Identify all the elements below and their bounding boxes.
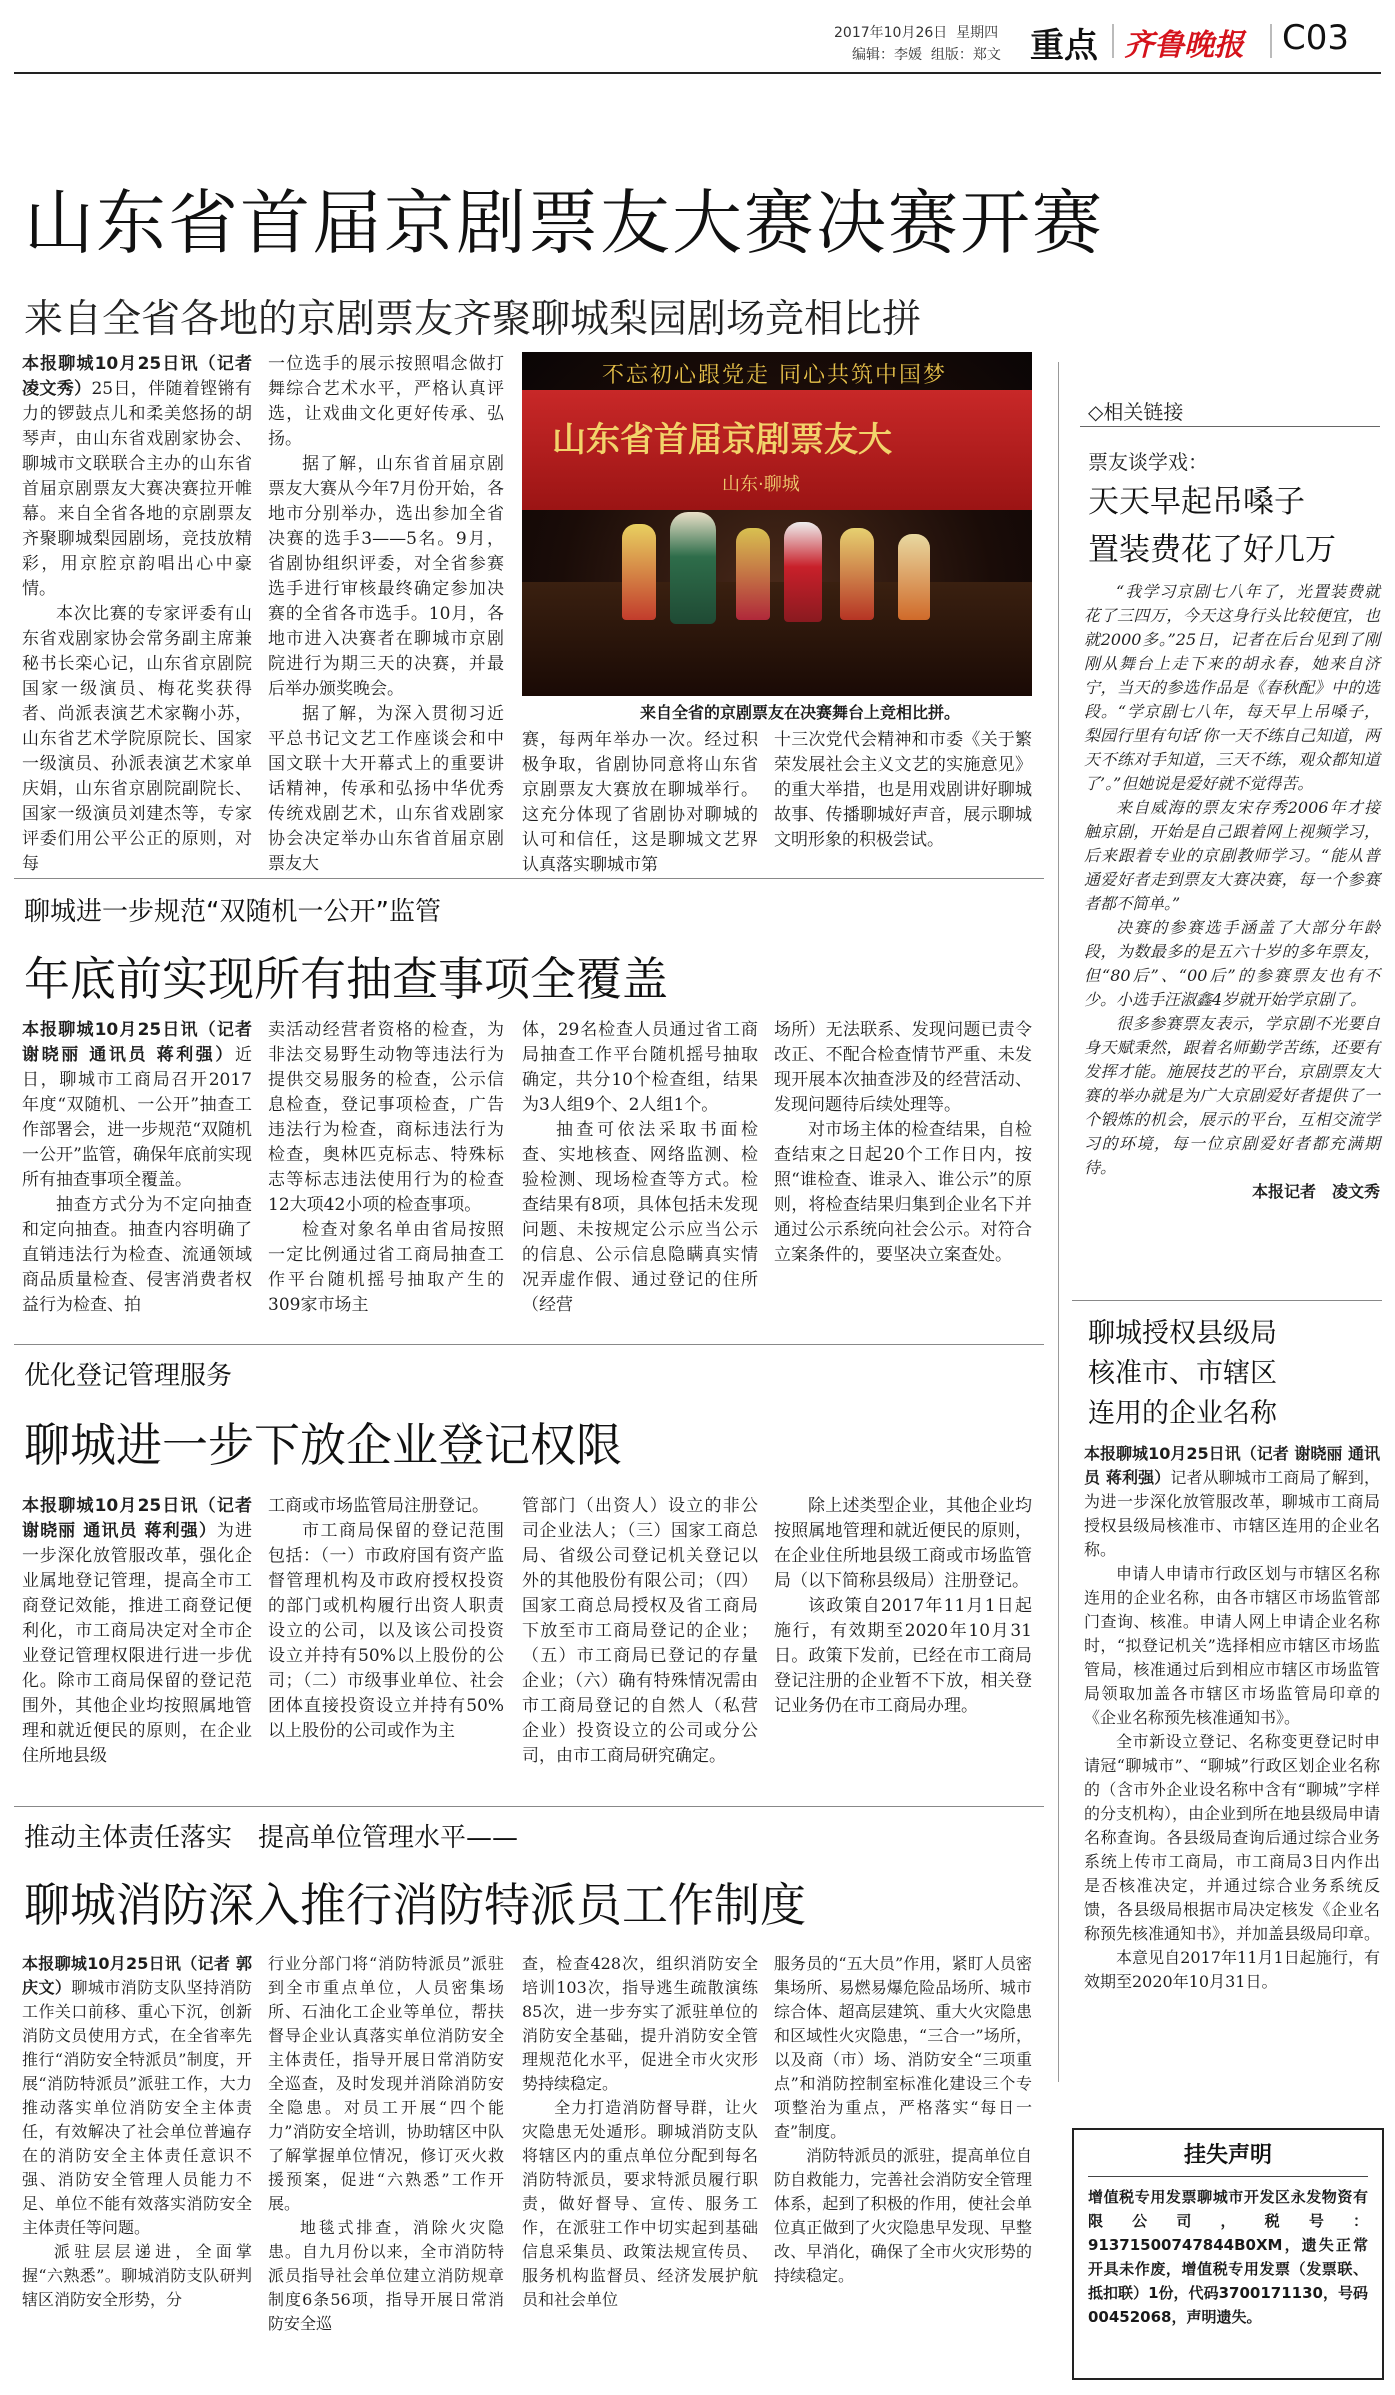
story2-column-1: 本报聊城10月25日讯（记者 谢晓丽 通讯员 蒋利强）近日，聊城市工商局召开2017年度“双随机、一公开”抽查工作部署会，进一步规范“双随机一公开”监管，确保年底前实现所有抽查事项全覆盖。 抽查方式分为不定向抽查和定向抽查。抽查内容明确了直销违法行为检查、流通领域商品质量检查、侵害消费者权益行为检查、拍 <box>22 1020 252 1315</box>
brand-logo: 齐鲁晚报 <box>1124 28 1244 63</box>
sidebar-divider <box>1058 362 1059 2082</box>
banner-slogan: 不忘初心跟党走 同心共筑中国梦 <box>602 363 947 388</box>
story1-column-3: 赛，每两年举办一次。经过积极争取，省剧协同意将山东省京剧票友大赛放在聊城举行。这充分体现了省剧协对聊城的认可和信任，这是聊城文艺界认真落实聊城市第 <box>522 730 758 875</box>
sidebar2-body: 本报聊城10月25日讯（记者 谢晓丽 通讯员 蒋利强）记者从聊城市工商局了解到，为进一步深化放管服改革，聊城市工商局授权县级局核准市、市辖区连用的企业名称。 申请人申请市行政区划与市辖区名称连用的企业名称，由各市辖区市场监管部门查询、核准。申请人网上申请企业名称时，“拟登记机关”选择相应市辖区市场监管局，核准通过后到相应市辖区市场监管局领取加盖各市辖区市场监管局印章的《企业名称预先核准通知书》。 全市新设立登记、名称变更登记时申请冠“聊城市”、“聊城”行政区划企业名称的（含市外企业设名称中含有“聊城”字样的分支机构），由企业到所在地县级局申请名称查询。各县级局查询后通过综合业务系统上传市工商局，市工商局3日内作出是否核准决定，并通过综合业务系统反馈，各县级局根据市局决定核发《企业名称预先核准通知书》，并加盖县级局印章。 本意见自2017年11月1日起施行，有效期至2020年10月31日。 <box>1084 1444 1381 1991</box>
lost-notice-title: 挂失声明 <box>1183 2143 1272 2168</box>
related-link-label: ◇相关链接 <box>1088 400 1184 424</box>
story1-headline: 山东省首届京剧票友大赛决赛开赛 <box>24 182 1104 264</box>
story2-top-rule <box>14 878 1044 879</box>
story3-column-2: 工商或市场监管局注册登记。 市工商局保留的登记范围包括：（一）市政府国有资产监督管理机构及市政府授权投资的部门或机构履行出资人职责设立的公司，以及该公司投资设立并持有50%以上股份的公司；（二）市级事业单位、社会团体直接投资设立并持有50%以上股份的公司或作为主 <box>268 1496 504 1741</box>
story2-dateline: 本报聊城10月25日讯（记者 谢晓丽 通讯员 蒋利强） <box>22 1020 252 1065</box>
story4-column-3: 查，检查428次，组织消防安全培训103次，指导逃生疏散演练85次，进一步夯实了派驻单位的消防安全基础，提升消防安全管理规范化水平，促进全市火灾形势持续稳定。 全力打造消防督导群，让火灾隐患无处遁形。聊城消防支队将辖区内的重点单位分配到每名消防特派员，要求特派员履行职责，做好督导、宣传、服务工作，在派驻工作中切实起到基础信息采集员、政策法规宣传员、服务机构监督员、经济发展护航员和社会单位 <box>522 1954 758 2309</box>
story1-dateline: 本报聊城10月25日讯（记者 凌文秀） <box>22 354 252 399</box>
related-link-rule <box>1080 426 1380 427</box>
story3-top-rule <box>14 1344 1044 1345</box>
story4-dateline: 本报聊城10月25日讯（记者 郭庆文） <box>22 1954 252 1997</box>
performer-5 <box>840 528 874 620</box>
sidebar2-headline: 聊城授权县级局 核准市、市辖区 连用的企业名称 <box>1088 1318 1277 1429</box>
performer-2 <box>670 512 716 624</box>
banner-location: 山东·聊城 <box>722 474 800 495</box>
story2-column-4: 场所）无法联系、发现问题已责令改正、不配合检查情节严重、未发现开展本次抽查涉及的经营活动、发现问题待后续处理等。 对市场主体的检查结果，自检查结束之日起20个工作日内，按照“谁检查、谁录入、谁公示”的原则，将检查结果归集到企业名下并通过公示系统向社会公示。对符合立案条件的，要坚决立案查处。 <box>774 1020 1032 1265</box>
masthead <box>0 0 1395 64</box>
story1-column-2: 一位选手的展示按照唱念做打舞综合艺术水平，严格认真评选，让戏曲文化更好传承、弘扬。 据了解，山东省首届京剧票友大赛从今年7月份开始，各地市分别举办，选出参加全省决赛的选手3——5名。9月，省剧协组织评委，对全省参赛选手进行审核最终确定参加决赛的全省各市选手。10月，各地市进入决赛者在聊城市京剧院进行为期三天的决赛，并最后举办颁奖晚会。 据了解，为深入贯彻习近平总书记文艺工作座谈会和中国文联十大开幕式上的重要讲话精神，传承和弘扬中华优秀传统戏剧艺术，山东省戏剧家协会决定举办山东省首届京剧票友大 <box>268 354 504 874</box>
banner-title: 山东省首届京剧票友大 <box>552 420 892 460</box>
story1-photo <box>522 352 1032 696</box>
sidebar-body: “我学习京剧七八年了，光置装费就花了三四万，今天这身行头比较便宜，也就2000多。”25日，记者在后台见到了刚刚从舞台上走下来的胡永春，她来自济宁，当天的参选作品是《春秋配》中的选段。“学京剧七八年，每天早上吊嗓子，梨园行里有句话‘你一天不练自己知道，两天不练对手知道，三天不练，观众都知道了’。”但她说是爱好就不觉得苦。 来自威海的票友宋存秀2006年才接触京剧，开始是自己跟着网上视频学习，后来跟着专业的京剧教师学习。“能从普通爱好者走到票友大赛决赛，每一个参赛者都不简单。” 决赛的参赛选手涵盖了大部分年龄段，为数最多的是五六十岁的多年票友，但“80后”、“00后”的参赛票友也有不少。小选手汪淑鑫4岁就开始学京剧了。 很多参赛票友表示，学京剧不光要自身天赋秉然，跟着名师勤学苦练，还要有发挥才能。施展技艺的平台，京剧票友大赛的举办就是为广大京剧爱好者提供了一个锻炼的机会，展示的平台，互相交流学习的环境，每一位京剧爱好者都充满期待。 本报记者 凌文秀 <box>1084 580 1380 1204</box>
story3-column-4: 除上述类型企业，其他企业均按照属地管理和就近便民的原则，在企业住所地县级工商或市场监管局（以下简称县级局）注册登记。 该政策自2017年11月1日起施行，有效期至2020年10月31日。政策下发前，已经在市工商局登记注册的企业暂不下放，相关登记业务仍在市工商局办理。 <box>774 1496 1032 1716</box>
story1-photo-caption: 来自全省的京剧票友在决赛舞台上竞相比拼。 <box>640 703 961 722</box>
story3-column-3: 管部门（出资人）设立的非公司企业法人；（三）国家工商总局、省级公司登记机关登记以外的其他股份有限公司；（四）国家工商总局授权及省工商局下放至市工商局登记的企业；（五）市工商局已登记的存量企业；（六）确有特殊情况需由市工商局登记的自然人（私营企业）投资设立的公司或分公司，由市工商局研究确定。 <box>522 1496 758 1766</box>
stage-floor <box>522 582 1032 696</box>
story3-kicker: 优化登记管理服务 <box>24 1361 233 1391</box>
editor-credits: 编辑：李媛 组版：郑文 <box>852 47 1001 63</box>
story4-column-2: 行业分部门将“消防特派员”派驻到全市重点单位，人员密集场所、石油化工企业等单位，帮扶督导企业认真落实单位消防安全主体责任，指导开展日常消防安全巡查，及时发现并消除消防安全隐患。对员工开展“四个能力”消防安全培训，协助辖区中队了解掌握单位情况，修订灭火救援预案，促进“六熟悉”工作开展。 地毯式排查，消除火灾隐患。自九月份以来，全市消防特派员指导社会单位建立消防规章制度6条56项，指导开展日常消防安全巡 <box>268 1954 504 2333</box>
story2-headline: 年底前实现所有抽查事项全覆盖 <box>24 952 668 1006</box>
sidebar-headline: 天天早起吊嗓子 置装费花了好几万 <box>1088 484 1336 568</box>
sidebar2-dateline: 本报聊城10月25日讯（记者 谢晓丽 通讯员 蒋利强） <box>1084 1444 1380 1487</box>
masthead-rule <box>14 72 1381 74</box>
sidebar-kicker: 票友谈学戏： <box>1088 450 1208 474</box>
story2-kicker: 聊城进一步规范“双随机一公开”监管 <box>24 897 441 927</box>
performer-6 <box>898 534 930 620</box>
story4-headline: 聊城消防深入推行消防特派员工作制度 <box>24 1878 806 1932</box>
story2-column-2: 卖活动经营者资格的检查，为非法交易野生动物等违法行为提供交易服务的检查，公示信息检查，登记事项检查，广告违法行为检查，商标违法行为检查，奥林匹克标志、特殊标志等标志违法使用行为的检查12大项42小项的检查事项。 检查对象名单由省局按照一定比例通过省工商局抽查工作平台随机摇号抽取产生的309家市场主 <box>268 1020 504 1315</box>
story3-dateline: 本报聊城10月25日讯（记者 谢晓丽 通讯员 蒋利强） <box>22 1496 252 1541</box>
performer-3 <box>736 528 770 620</box>
performer-1 <box>622 524 656 620</box>
masthead-divider <box>1112 24 1114 58</box>
issue-date: 2017年10月26日 星期四 <box>834 25 999 41</box>
story4-column-1: 本报聊城10月25日讯（记者 郭庆文）聊城市消防支队坚持消防工作关口前移、重心下沉，创新消防文员使用方式，在全省率先推行“消防安全特派员”制度，开展“消防特派员”派驻工作，大力推动落实单位消防安全主体责任，有效解决了社会单位普遍存在的消防安全主体责任意识不强、消防安全管理人员能力不足、单位不能有效落实消防安全主体责任等问题。 派驻层层递进，全面掌握“六熟悉”。聊城消防支队研判辖区消防安全形势，分 <box>22 1954 252 2309</box>
sidebar-byline: 本报记者 凌文秀 <box>1251 1182 1380 1201</box>
story2-column-3: 体，29名检查人员通过省工商局抽查工作平台随机摇号抽取确定，共分10个检查组，结果为3人组9个、2人组1个。 抽查可依法采取书面检查、实地核查、网络监测、检验检测、现场检查等方式。检查结果有8项，具体包括未发现问题、未按规定公示应当公示的信息、公示信息隐瞒真实情况弄虚作假、通过登记的住所（经营 <box>522 1020 758 1315</box>
section-name: 重点 <box>1030 26 1098 66</box>
story1-column-4: 十三次党代会精神和市委《关于繁荣发展社会主义文艺的实施意见》的重大举措，也是用戏剧讲好聊城故事、传播聊城好声音，展示聊城文明形象的积极尝试。 <box>774 730 1032 850</box>
lost-notice-text: 增值税专用发票聊城市开发区永发物资有限公司，税号：91371500747844B0XM，遗失正常开具未作废，增值税专用发票（发票联、抵扣联）1份，代码3700171130，号码00452068，声明遗失。 <box>1088 2188 1368 2326</box>
story4-top-rule <box>14 1806 1044 1807</box>
sidebar2-top-rule <box>1072 1300 1382 1301</box>
performer-4 <box>784 522 822 622</box>
lost-notice-rule <box>1088 2176 1368 2177</box>
story1-subhead: 来自全省各地的京剧票友齐聚聊城梨园剧场竞相比拼 <box>24 297 922 342</box>
lost-notice-box <box>1072 2128 1384 2380</box>
story4-column-4: 服务员的“五大员”作用，紧盯人员密集场所、易燃易爆危险品场所、城市综合体、超高层建筑、重大火灾隐患和区域性火灾隐患，“三合一”场所，以及商（市）场、消防安全“三项重点”和消防控制室标准化建设三个专项整治为重点，严格落实“每日一查”制度。 消防特派员的派驻，提高单位自防自救能力，完善社会消防安全管理体系，起到了积极的作用，使社会单位真正做到了火灾隐患早发现、早整改、早消化，确保了全市火灾形势的持续稳定。 <box>774 1954 1032 2285</box>
story4-kicker: 推动主体责任落实 提高单位管理水平—— <box>24 1823 519 1853</box>
story3-column-1: 本报聊城10月25日讯（记者 谢晓丽 通讯员 蒋利强）为进一步深化放管服改革，强化企业属地登记管理，提高全市工商登记效能，推进工商登记便利化，市工商局决定对全市企业登记管理权限进行进一步优化。除市工商局保留的登记范围外，其他企业均按照属地管理和就近便民的原则，在企业住所地县级 <box>22 1496 252 1766</box>
page-number: C03 <box>1282 18 1350 58</box>
story3-headline: 聊城进一步下放企业登记权限 <box>24 1418 622 1472</box>
story1-column-1: 本报聊城10月25日讯（记者 凌文秀）25日，伴随着铿锵有力的锣鼓点儿和柔美悠扬的胡琴声，由山东省戏剧家协会、聊城市文联联合主办的山东省首届京剧票友大赛决赛拉开帷幕。来自全省各地的京剧票友齐聚聊城梨园剧场，竞技放精彩，用京腔京韵唱出心中豪情。 本次比赛的专家评委有山东省戏剧家协会常务副主席兼秘书长栾心记，山东省京剧院国家一级演员、梅花奖获得者、尚派表演艺术家鞠小苏，山东省艺术学院原院长、国家一级演员、孙派表演艺术家单庆娟，山东省京剧院副院长、国家一级演员刘建杰等，专家评委们用公平公正的原则，对每 <box>22 354 252 874</box>
masthead-divider-2 <box>1270 24 1272 58</box>
